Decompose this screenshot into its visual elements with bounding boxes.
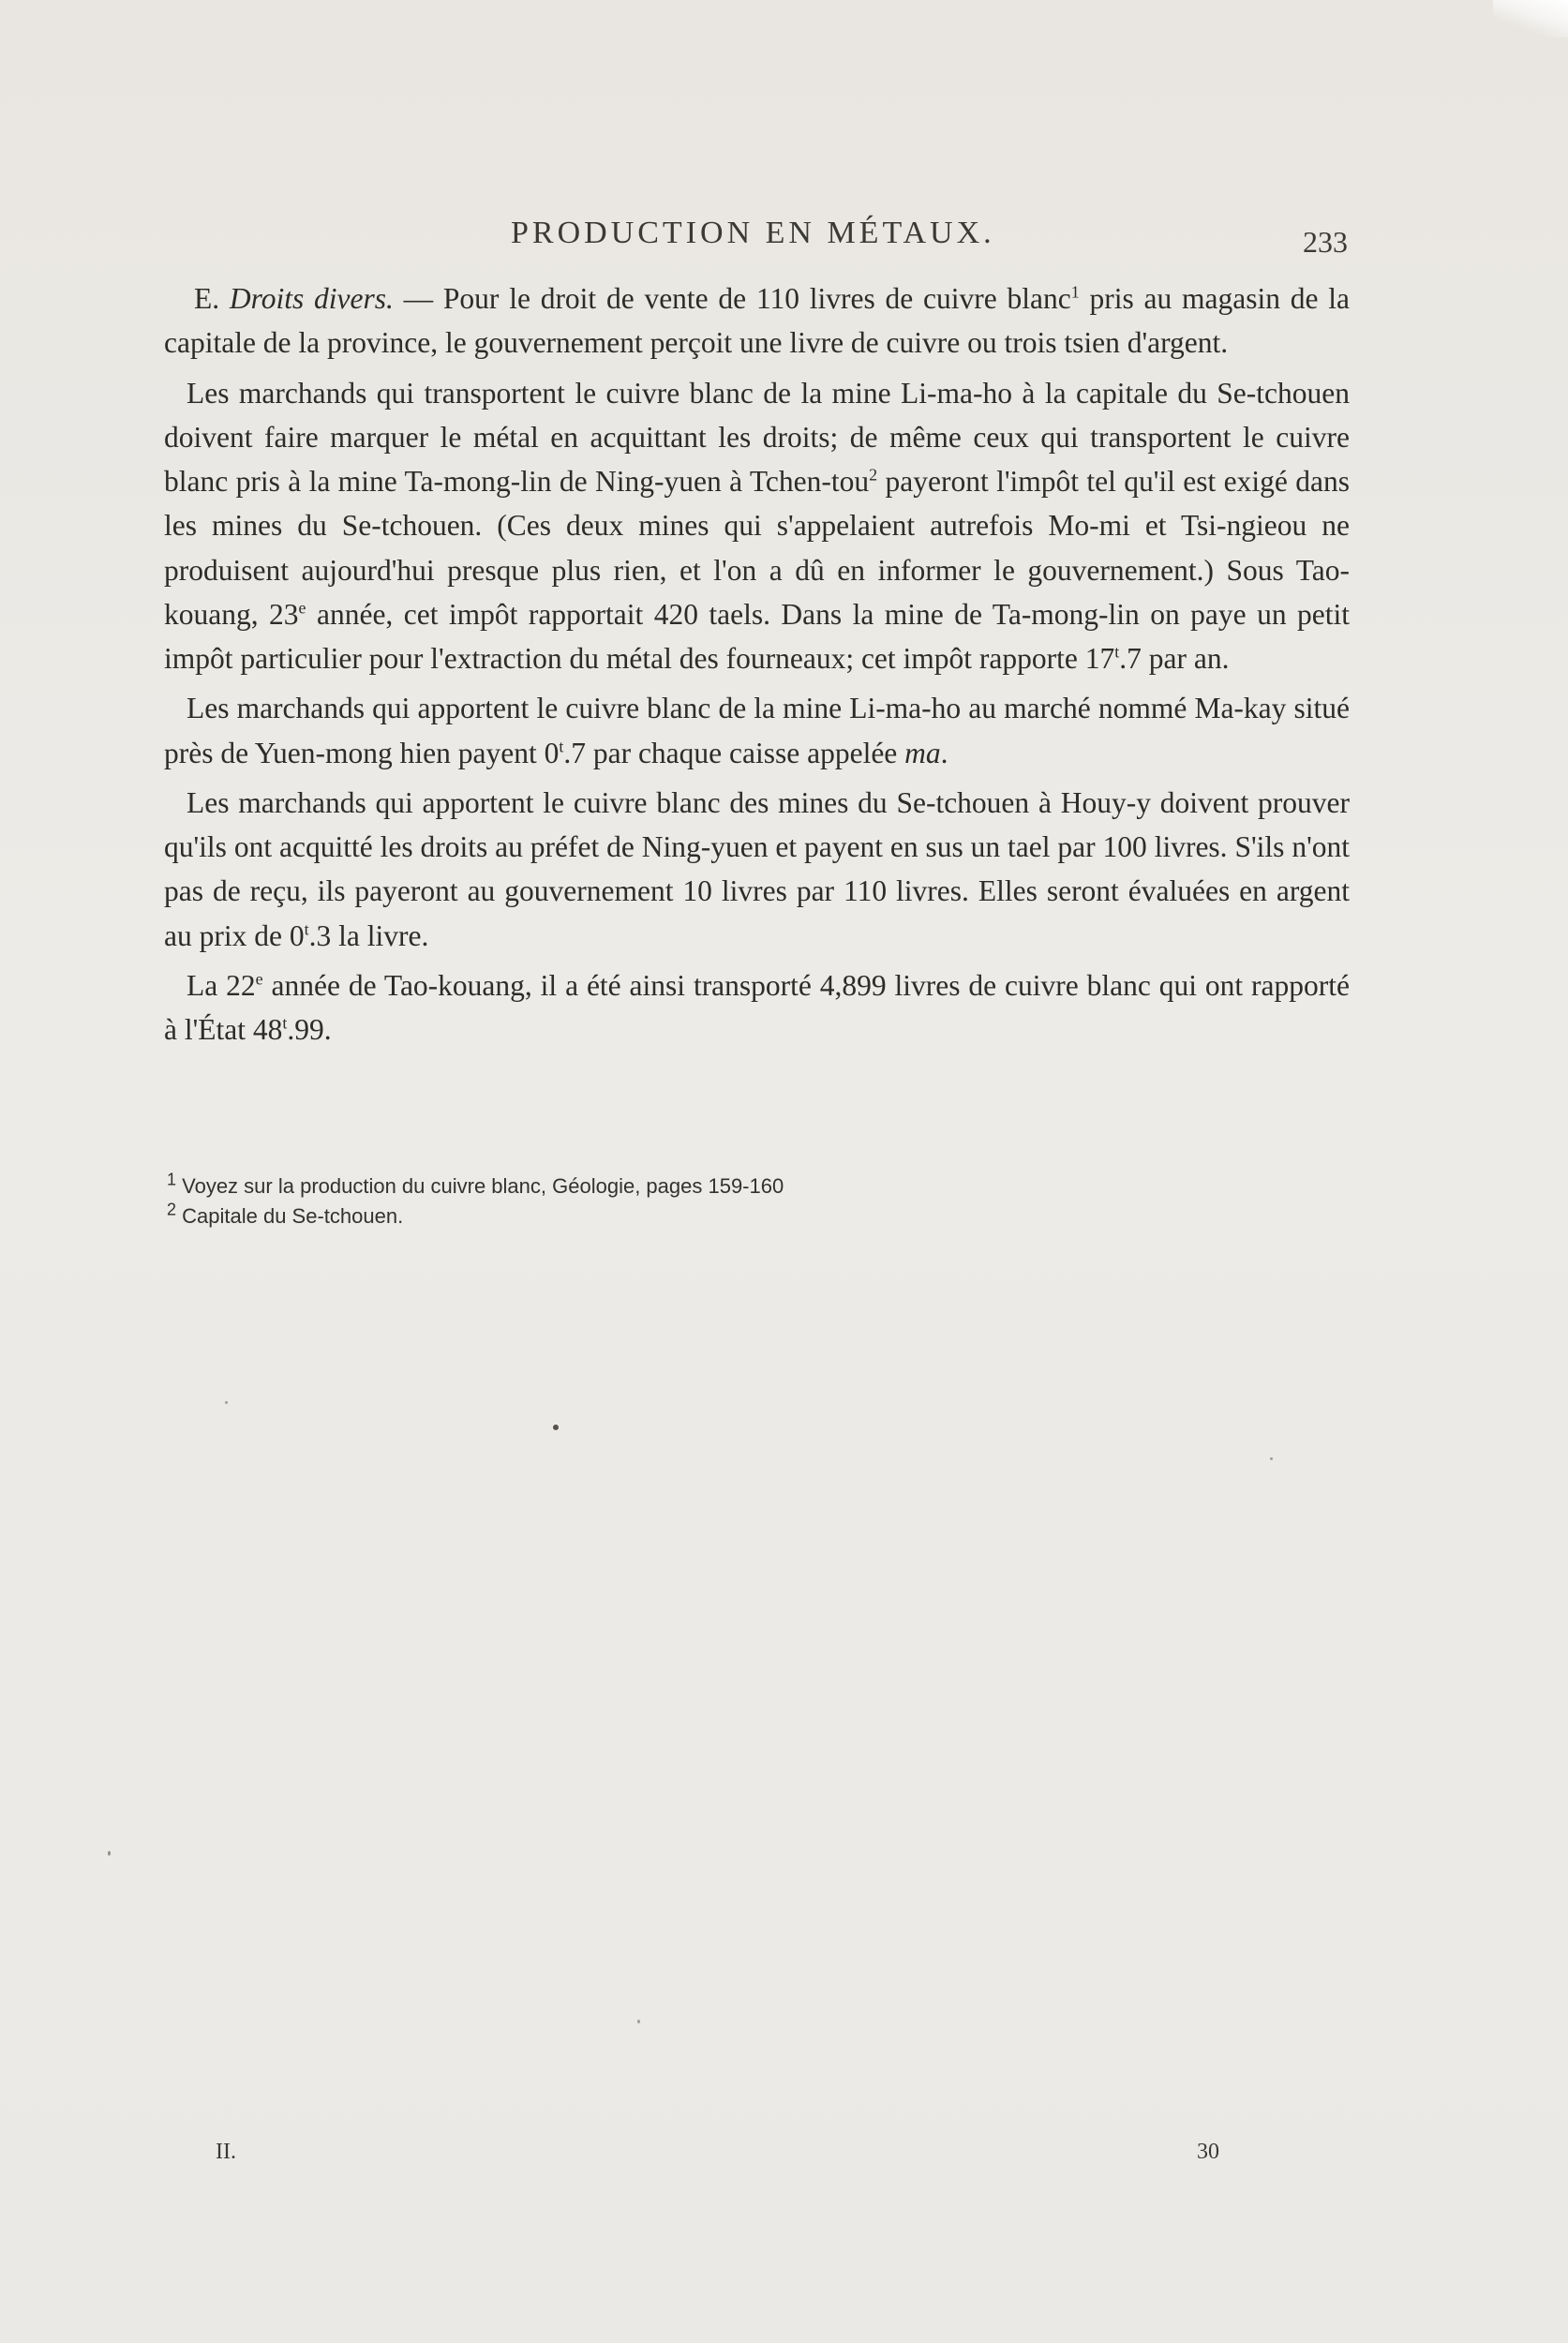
paragraph-text: .7 par chaque caisse appelée: [563, 736, 905, 769]
footnote-ref-1: 1: [1070, 282, 1080, 302]
paragraph-text: payeront l'impôt tel qu'il est exigé dans les mines du Se-tchouen. (Ces deux mines qui s'appelaient autrefois Mo-mi et Tsi-ngieou ne produisent aujourd'hui presque plus rien, et l'on a dû en informer le gouvernement.) Sous Tao-kouang, 23: [164, 465, 1350, 631]
superscript: t: [304, 919, 309, 938]
footnote: [167, 1172, 1010, 1201]
page-corner-curl: [1493, 0, 1568, 37]
paper-speck: [225, 1401, 228, 1404]
signature-mark: II.: [216, 2140, 236, 2164]
paragraph-text: .3 la livre.: [308, 918, 429, 952]
page-number: 233: [1303, 225, 1348, 259]
body-text: [164, 276, 1350, 1057]
paragraph-text: .: [940, 736, 948, 769]
superscript: t: [559, 737, 564, 755]
paragraph-text: Les marchands qui transportent le cuivre blanc de la mine Li-ma-ho à la capitale du Se-tchouen doivent faire marquer le métal en acquittant les droits; de même ceux qui transportent le cuivre blanc pris à la mine Ta-mong-lin de Ning-yuen à Tchen-tou: [164, 376, 1350, 498]
footnote: [167, 1201, 1010, 1231]
superscript: t: [282, 1013, 288, 1033]
paragraph-text: .99.: [287, 1013, 332, 1046]
footnote-ref-2: 2: [869, 465, 878, 485]
paragraph-tao-kouang-22: [164, 963, 1350, 1052]
superscript: e: [298, 598, 306, 618]
paragraph-text: Les marchands qui apportent le cuivre blanc de la mine Li-ma-ho au marché nommé Ma-kay situé près de Yuen-mong hien payent 0: [164, 692, 1350, 769]
italic-term: ma: [904, 736, 941, 769]
paper-speck: [553, 1425, 559, 1430]
paragraph-droits-divers: [164, 276, 1350, 366]
paragraph-text: Les marchands qui apportent le cuivre blanc des mines du Se-tchouen à Houy-y doivent prouver qu'ils ont acquitté les droits au préfet de Ning-yuen et payent en sus un tael par 100 livres. S'ils n'ont pas de reçu, ils payeront au gouvernement 10 livres par 110 livres. Elles seront évaluées en argent au prix de 0: [164, 785, 1350, 952]
paragraph-ma-kay-market: [164, 686, 1350, 775]
paper-speck: [637, 2020, 640, 2023]
footnote-mark: 2: [167, 1200, 177, 1219]
paper-speck: [108, 1851, 111, 1856]
sheet-number: 30: [1197, 2140, 1219, 2164]
paper-speck: [1270, 1457, 1273, 1460]
paragraph-text: — Pour le droit de vente de 110 livres de cuivre blanc: [393, 282, 1071, 315]
footnote-mark: 1: [167, 1170, 177, 1189]
section-letter: E.: [194, 282, 230, 315]
paragraph-text: pris au magasin de la capitale de la province, le gouvernement perçoit une livre de cuivre ou trois tsien d'argent.: [164, 282, 1350, 360]
section-heading: Droits divers.: [229, 282, 394, 315]
superscript: t: [1114, 642, 1120, 662]
paragraph-text: année, cet impôt rapportait 420 taels. Dans la mine de Ta-mong-lin on paye un petit impôt particulier pour l'extraction du métal des fourneaux; cet impôt rapporte 17: [164, 597, 1350, 675]
footnote-text: Voyez sur la production du cuivre blanc, Géologie, pages 159-160: [176, 1174, 784, 1198]
footnotes: [167, 1172, 1010, 1231]
paragraph-houy-y: [164, 781, 1350, 958]
paragraph-li-ma-ho-transport: [164, 371, 1350, 681]
footnote-text: Capitale du Se-tchouen.: [176, 1203, 404, 1228]
paragraph-text: La 22: [187, 968, 256, 1002]
superscript: e: [255, 969, 263, 989]
paragraph-text: année de Tao-kouang, il a été ainsi transporté 4,899 livres de cuivre blanc qui ont rapporté à l'État 48: [164, 968, 1350, 1046]
running-head: PRODUCTION EN MÉTAUX.: [511, 216, 995, 250]
paragraph-text: .7 par an.: [1119, 642, 1230, 675]
